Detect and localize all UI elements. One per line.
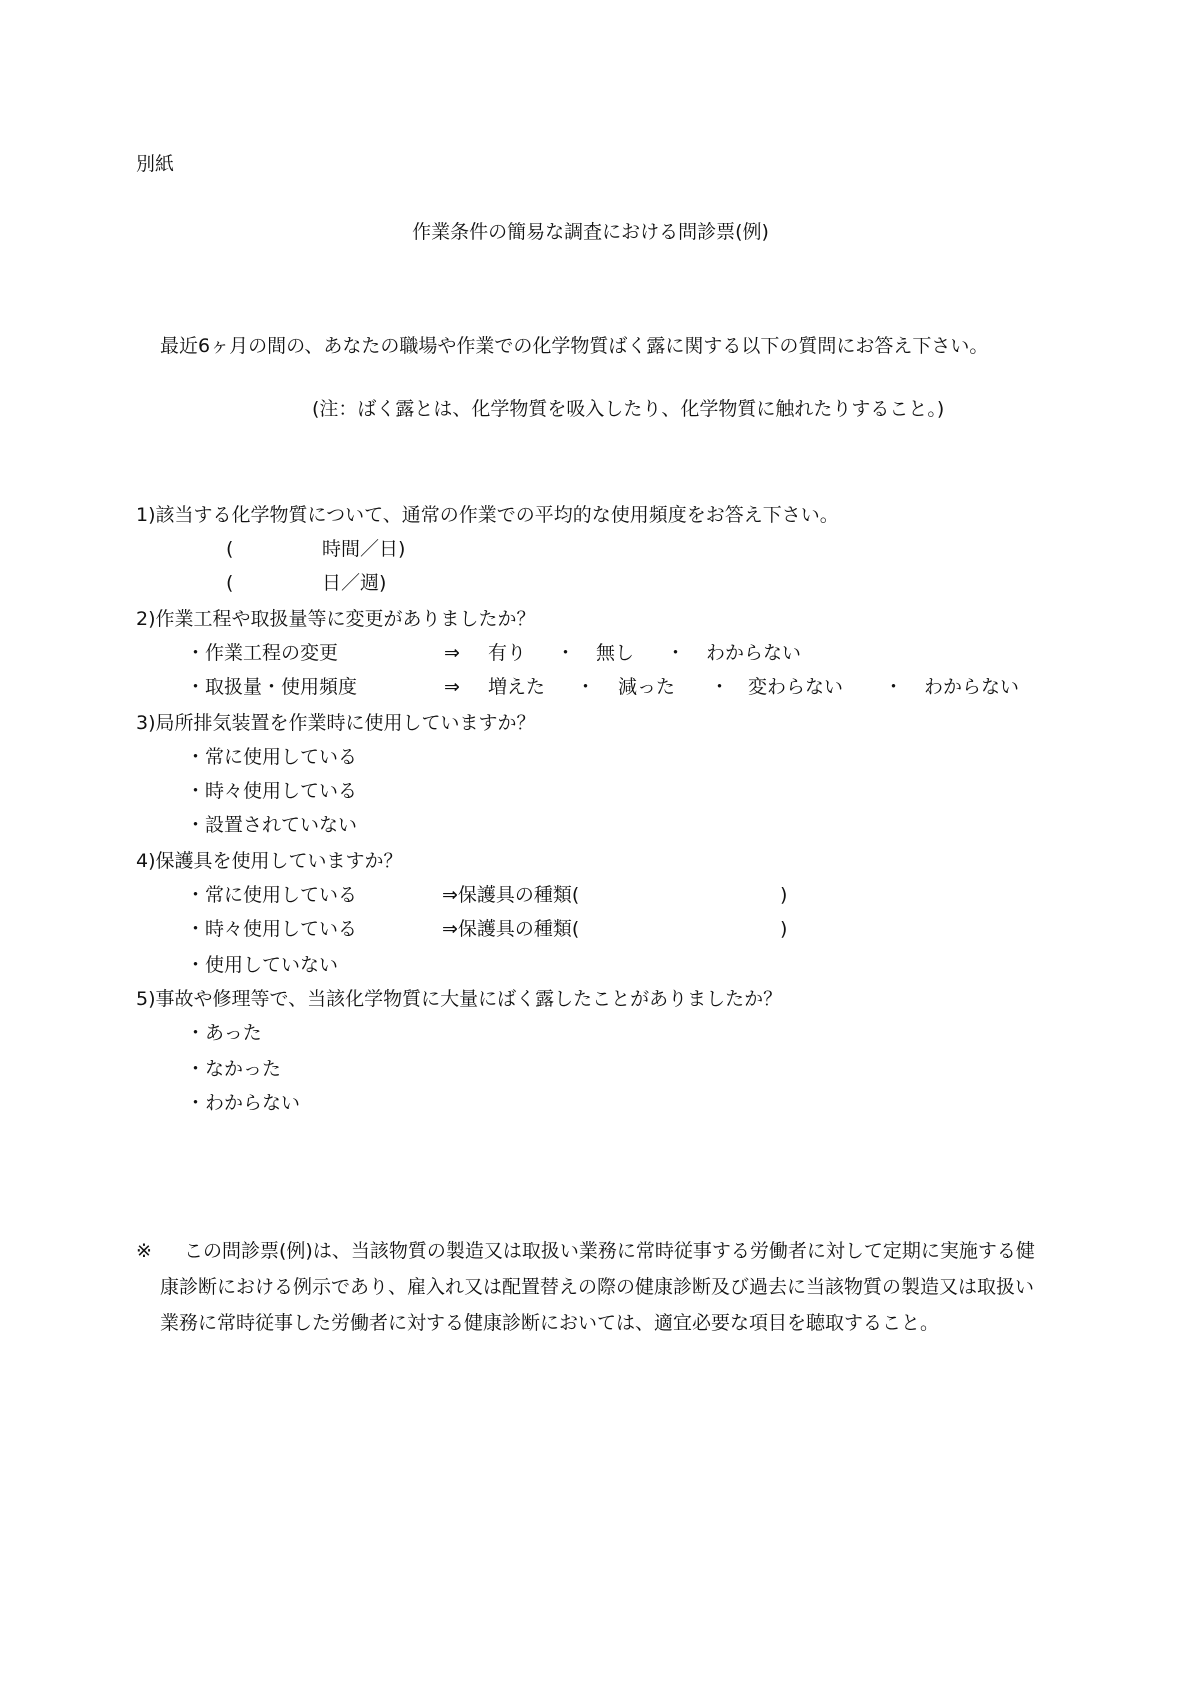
- q2-row2-sep2: ・: [710, 676, 730, 698]
- question-1: 1)該当する化学物質について、通常の作業での平均的な使用頻度をお答え下さい。: [136, 504, 839, 526]
- footer-text: この問診票(例)は、当該物質の製造又は取扱い業務に常時従事する労働者に対して定期に実施する健康診断における例示であり、雇入れ又は配置替えの際の健康診断及び過去に当該物質の製造又は取扱い業務に常時従事した労働者に対する健康診断においては、適宜必要な項目を聴取すること。: [160, 1240, 1035, 1334]
- q4-always-detail: ⇒保護具の種類(: [442, 884, 580, 906]
- q4-option-none: ・使用していない: [186, 954, 339, 976]
- q1-paren-hours: (: [226, 538, 234, 560]
- q2-row2-opt4: わからない: [924, 676, 1020, 698]
- q4-option-always: ・常に使用している: [186, 884, 358, 906]
- q2-row1-opt3: わからない: [706, 642, 802, 664]
- intro-note: (注：ばく露とは、化学物質を吸入したり、化学物質に触れたりすること。): [312, 398, 945, 420]
- q1-unit-hours: 時間／日): [322, 538, 406, 560]
- q5-option-unknown: ・わからない: [186, 1092, 301, 1114]
- footer-mark: ※: [136, 1240, 152, 1262]
- q4-option-sometimes: ・時々使用している: [186, 918, 358, 940]
- q1-unit-days: 日／週): [322, 572, 387, 594]
- q4-sometimes-close: ): [780, 918, 788, 940]
- q2-row1-label: ・作業工程の変更: [186, 642, 339, 664]
- q2-row2-sep1: ・: [576, 676, 596, 698]
- q3-option-none: ・設置されていない: [186, 814, 358, 836]
- q2-row1-sep2: ・: [666, 642, 686, 664]
- q2-row2-opt1: 増えた: [488, 676, 546, 698]
- q4-sometimes-detail: ⇒保護具の種類(: [442, 918, 580, 940]
- q3-option-sometimes: ・時々使用している: [186, 780, 358, 802]
- document-label: 別紙: [136, 153, 175, 175]
- q2-row1-opt2: 無し: [596, 642, 635, 664]
- question-4: 4)保護具を使用していますか？: [136, 850, 403, 872]
- q5-option-yes: ・あった: [186, 1022, 262, 1044]
- intro-text: 最近6ヶ月の間の、あなたの職場や作業での化学物質ばく露に関する以下の質問にお答え下さい。: [160, 335, 989, 357]
- footer-note: [136, 1233, 1048, 1341]
- document-title: 作業条件の簡易な調査における問診票(例): [412, 221, 769, 243]
- q2-row2-label: ・取扱量・使用頻度: [186, 676, 358, 698]
- q2-row2-opt2: 減った: [618, 676, 676, 698]
- q5-option-no: ・なかった: [186, 1058, 282, 1080]
- q2-row2-opt3: 変わらない: [748, 676, 844, 698]
- q2-row2-sep3: ・: [884, 676, 904, 698]
- q2-row2-arrow: ⇒: [444, 676, 460, 698]
- q1-paren-days: (: [226, 572, 234, 594]
- q2-row1-sep1: ・: [556, 642, 576, 664]
- question-3: 3)局所排気装置を作業時に使用していますか？: [136, 712, 536, 734]
- q2-row1-arrow: ⇒: [444, 642, 460, 664]
- question-2: 2)作業工程や取扱量等に変更がありましたか？: [136, 608, 536, 630]
- q2-row1-opt1: 有り: [488, 642, 527, 664]
- q3-option-always: ・常に使用している: [186, 746, 358, 768]
- q4-always-close: ): [780, 884, 788, 906]
- question-5: 5)事故や修理等で、当該化学物質に大量にばく露したことがありましたか？: [136, 988, 783, 1010]
